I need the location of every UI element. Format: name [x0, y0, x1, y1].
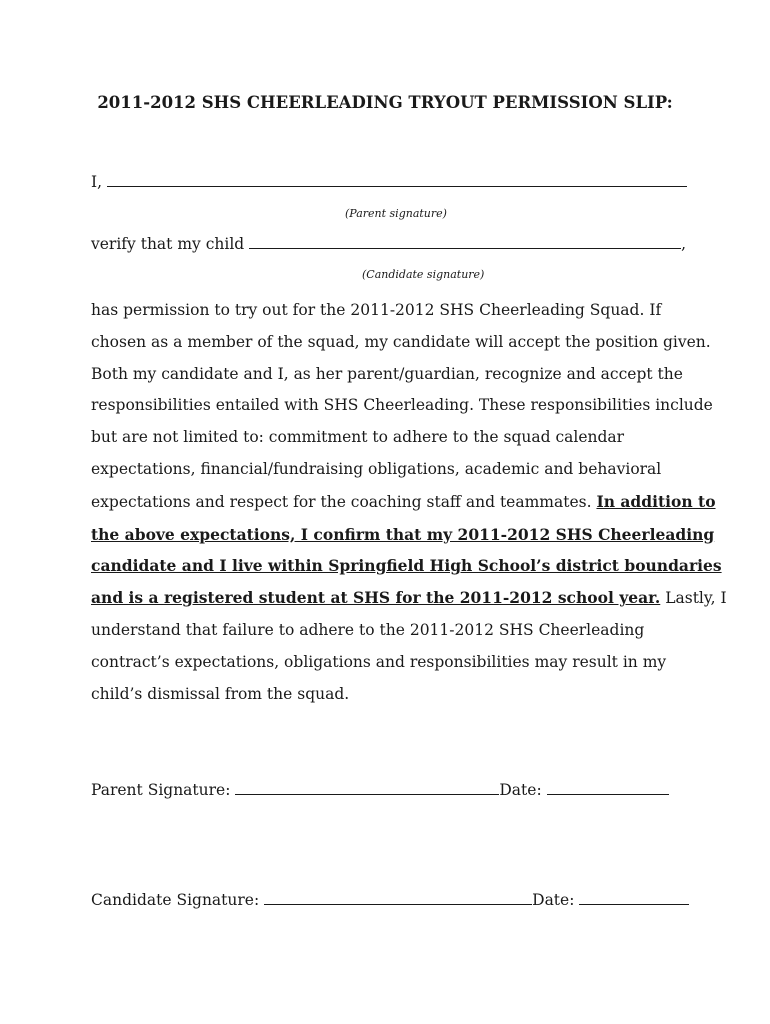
body-line: but are not limited to: commitment to adhere to the squad calendar: [91, 428, 625, 447]
body-line: expectations, financial/fundraising obligations, academic and behavioral: [91, 459, 662, 478]
body-line: understand that failure to adhere to the 2011-2012 SHS Cheerleading: [91, 620, 645, 639]
body-text: Lastly, I: [665, 589, 727, 608]
emphasis-line: candidate and I live within Springfield High School’s district boundaries: [91, 556, 722, 576]
parent-line-prefix: I,: [91, 173, 103, 191]
body-text: expectations and respect for the coaching staff and teammates.: [91, 492, 592, 511]
candidate-date-blank[interactable]: [579, 890, 689, 905]
body-line: chosen as a member of the squad, my candidate will accept the position given.: [91, 332, 711, 351]
child-name-line: [91, 234, 686, 253]
body-line: [91, 486, 716, 519]
body-line: responsibilities entailed with SHS Cheerleading. These responsibilities include: [91, 396, 713, 415]
child-name-blank[interactable]: [249, 234, 681, 249]
parent-signature-row: [91, 780, 669, 799]
emphasis-text: In addition to: [596, 491, 716, 511]
body-line: contract’s expectations, obligations and responsibilities may result in my: [91, 652, 667, 671]
candidate-signature-blank[interactable]: [264, 890, 532, 905]
child-line-prefix: verify that my child: [91, 235, 245, 253]
permission-body: [91, 295, 727, 710]
child-line-suffix: ,: [681, 235, 687, 253]
emphasis-text: and is a registered student at SHS for the 2011-2012 school year.: [91, 588, 661, 608]
parent-signature-blank[interactable]: [235, 780, 499, 795]
parent-signature-caption: (Parent signature): [345, 207, 447, 220]
parent-signature-label: Parent Signature:: [91, 781, 231, 799]
parent-date-blank[interactable]: [547, 780, 669, 795]
candidate-date-label: Date:: [532, 891, 575, 909]
candidate-signature-label: Candidate Signature:: [91, 891, 260, 909]
emphasis-line: the above expectations, I confirm that my 2011-2012 SHS Cheerleading: [91, 524, 715, 544]
body-line: child’s dismissal from the squad.: [91, 684, 350, 703]
candidate-signature-caption: (Candidate signature): [362, 268, 485, 281]
parent-date-label: Date:: [499, 781, 542, 799]
body-line: Both my candidate and I, as her parent/guardian, recognize and accept the: [91, 364, 683, 383]
parent-name-line: [91, 172, 687, 191]
document-title: 2011-2012 SHS CHEERLEADING TRYOUT PERMISSION SLIP:: [97, 93, 673, 112]
parent-name-blank[interactable]: [107, 172, 687, 187]
body-line: has permission to try out for the 2011-2012 SHS Cheerleading Squad. If: [91, 301, 662, 319]
body-line: [91, 582, 727, 615]
candidate-signature-row: [91, 890, 689, 909]
